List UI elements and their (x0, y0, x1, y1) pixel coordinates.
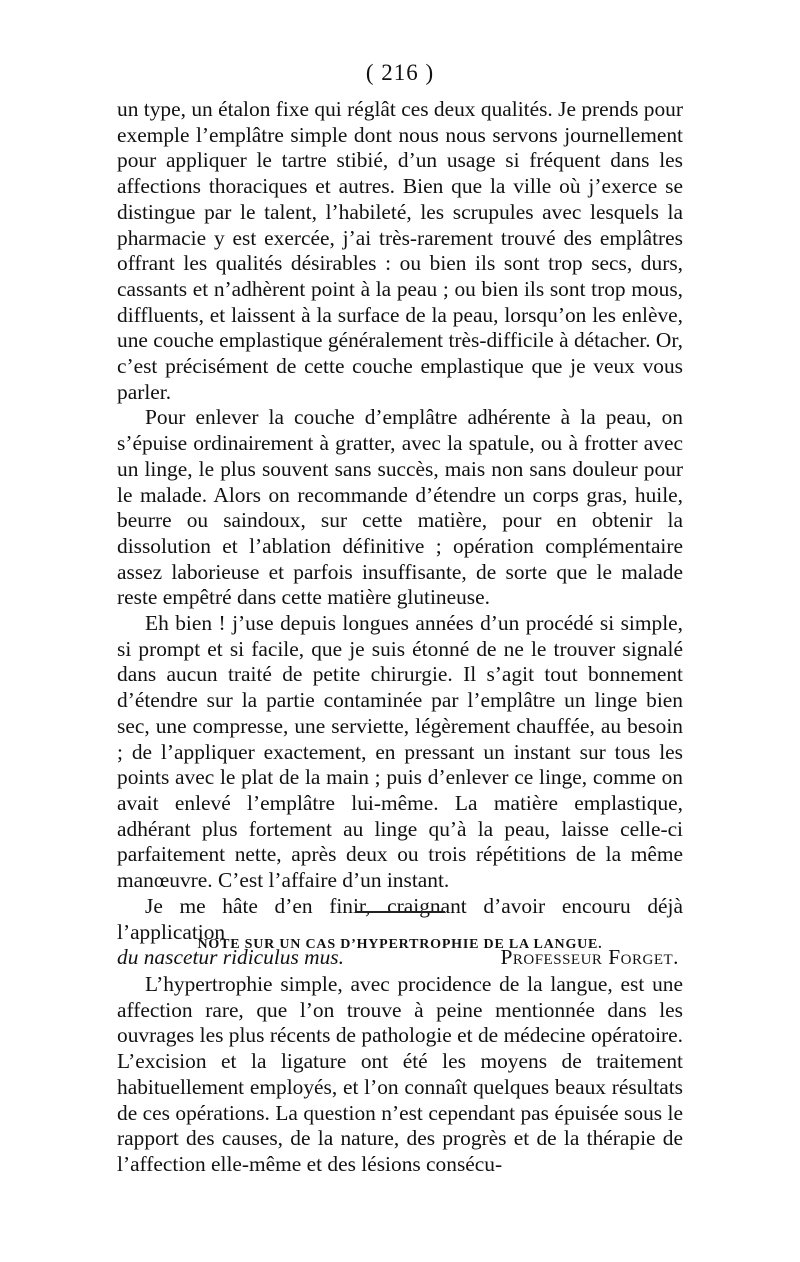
paragraph-procedure: Eh bien ! j’use depuis longues années d’un procédé si simple, si prompt et si facile, que je suis étonné de ne le trouver signalé dans aucun traité de petite chirurgie. Il s’agit tout bonnement d’étendre sur la partie contaminée par l’emplâtre un linge bien sec, une compresse, une serviette, légèrement chauffée, au besoin ; de l’appliquer exactement, en pressant un instant sur tous les points avec le plat de la main ; puis d’enlever ce linge, comme on avait enlevé l’emplâtre lui-même. La matière emplastique, adhérant plus fortement au linge qu’à la peau, laisse celle-ci parfaitement nette, après deux ou trois répétitions de la même manœuvre. C’est l’affaire d’un instant. (117, 611, 683, 893)
page-number: ( 216 ) (365, 60, 435, 85)
closing-quote: du nascetur ridiculus mus. (117, 945, 344, 970)
paragraph-conclusion: Je me hâte d’en finir, craignant d’avoir encouru déjà l’application (117, 893, 683, 944)
section-divider (355, 911, 445, 913)
note-body (117, 972, 683, 1178)
paragraph-removal: Pour enlever la couche d’emplâtre adhérente à la peau, on s’épuise ordinairement à gratter, avec la spatule, ou à frotter avec un linge, le plus souvent sans succès, mais non sans douleur pour le malade. Alors on recommande d’étendre un corps gras, huile, beurre ou saindoux, sur cette matière, pour en obtenir la dissolution et l’ablation définitive ; opération complémentaire assez laborieuse et parfois insuffisante, de sorte que le malade reste empêtré dans cette matière glutineuse. (117, 405, 683, 610)
note-paragraph: L’hypertrophie simple, avec procidence de la langue, est une affection rare, que l’on trouve à peine mentionnée dans les ouvrages les plus récents de pathologie et de médecine opératoire. L’excision et la ligature ont été les moyens de traitement habituellement employés, et l’on connaît quelques beaux résultats de ces opérations. La question n’est cependant pas épuisée sous le rapport des causes, de la nature, des progrès et de la thérapie de l’affection elle-même et des lésions consécu- (117, 972, 683, 1176)
note-title: NOTE SUR UN CAS D’HYPERTROPHIE DE LA LANGUE. (197, 937, 603, 952)
paragraph-continuation: un type, un étalon fixe qui réglât ces deux qualités. Je prends pour exemple l’emplâtre simple dont nous nous servons journellement pour appliquer le tartre stibié, d’un usage si fréquent dans les affections thoraciques et autres. Bien que la ville où j’exerce se distingue par le talent, l’habileté, les scrupules avec lesquels la pharmacie y est exercée, j’ai très-rarement trouvé des emplâtres offrant les qualités désirables : ou bien ils sont trop secs, durs, cassants et n’adhèrent point à la peau ; ou bien ils sont trop mous, diffluents, et laissent à la surface de la peau, lorsqu’on les enlève, une couche emplastique généralement très-difficile à détacher. Or, c’est précisément de cette couche emplastique que je veux vous parler. (117, 97, 683, 404)
article-body (117, 97, 683, 971)
author-signature: Professeur Forget. (500, 945, 679, 970)
